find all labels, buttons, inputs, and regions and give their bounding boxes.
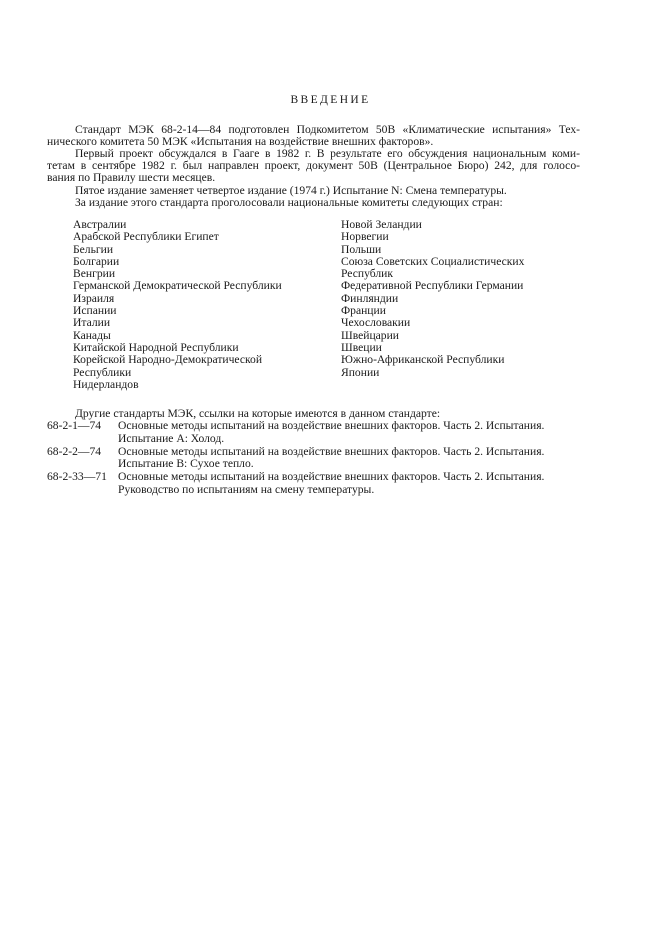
reference-subtitle: Испытание В: Сухое тепло. xyxy=(118,457,254,470)
country-item: Новой Зеландии xyxy=(341,218,422,231)
countries-right-column xyxy=(341,219,524,379)
country-item: Италии xyxy=(73,316,111,330)
country-item: Японии xyxy=(341,365,380,379)
reference-title: Основные методы испытаний на воздействие внешних факторов. Часть 2. Испытания. xyxy=(118,419,545,432)
country-item: Республик xyxy=(341,267,393,281)
intro-line: Пятое издание заменяет четвертое издание (1974 г.) Испытание N: Смена температуры. xyxy=(75,184,507,197)
country-item: Чехословакии xyxy=(341,316,411,330)
reference-title: Основные методы испытаний на воздействие внешних факторов. Часть 2. Испытания. xyxy=(118,445,545,458)
country-item: Бельгии xyxy=(73,242,114,256)
country-item: Испании xyxy=(73,304,117,318)
intro-line: вания по Правилу шести месяцев. xyxy=(47,171,216,184)
intro-line: Стандарт МЭК 68-2-14—84 подготовлен Подкомитетом 50В «Климатические испытания» Тех- xyxy=(75,123,580,136)
country-item: Франции xyxy=(341,304,386,318)
country-item: Нидерландов xyxy=(73,377,139,391)
reference-code: 68-2-33—71 xyxy=(47,470,107,483)
intro-line: нического комитета 50 МЭК «Испытания на воздействие внешних факторов». xyxy=(47,135,434,148)
reference-subtitle: Руководство по испытаниям на смену температуры. xyxy=(118,483,375,496)
references-intro: Другие стандарты МЭК, ссылки на которые имеются в данном стандарте: xyxy=(75,407,441,420)
page-title: ВВЕДЕНИЕ xyxy=(290,94,371,106)
country-item: Канады xyxy=(73,328,111,342)
country-item: Корейской Народно-Демократической xyxy=(73,353,263,367)
country-item: Австралии xyxy=(73,218,127,231)
country-item: Финляндии xyxy=(341,291,399,305)
intro-line: тетам в сентябре 1982 г. был направлен проект, документ 50В (Центральное Бюро) 242, для голосо- xyxy=(47,159,580,172)
country-item: Китайской Народной Республики xyxy=(73,340,239,354)
country-item: Норвегии xyxy=(341,230,389,244)
country-item: Венгрии xyxy=(73,267,116,281)
countries-left-column xyxy=(73,219,282,391)
country-item: Арабской Республики Египет xyxy=(73,230,219,244)
country-item: Германской Демократической Республики xyxy=(73,279,282,293)
country-item: Южно-Африканской Республики xyxy=(341,353,505,367)
intro-line: Первый проект обсуждался в Гааге в 1982 г. В результате его обсуждения национальным коми- xyxy=(75,147,580,160)
country-item: Федеративной Республики Германии xyxy=(341,279,524,293)
reference-code: 68-2-2—74 xyxy=(47,445,102,458)
country-item: Республики xyxy=(73,365,132,379)
country-item: Болгарии xyxy=(73,254,120,268)
country-item: Швейцарии xyxy=(341,328,400,342)
country-item: Израиля xyxy=(73,291,115,305)
reference-title: Основные методы испытаний на воздействие внешних факторов. Часть 2. Испытания. xyxy=(118,470,545,483)
reference-code: 68-2-1—74 xyxy=(47,419,102,432)
country-item: Швеции xyxy=(341,340,382,354)
intro-line: За издание этого стандарта проголосовали национальные комитеты следующих стран: xyxy=(75,196,503,209)
country-item: Польши xyxy=(341,242,382,256)
country-item: Союза Советских Социалистических xyxy=(341,254,525,268)
reference-subtitle: Испытание А: Холод. xyxy=(118,432,225,445)
